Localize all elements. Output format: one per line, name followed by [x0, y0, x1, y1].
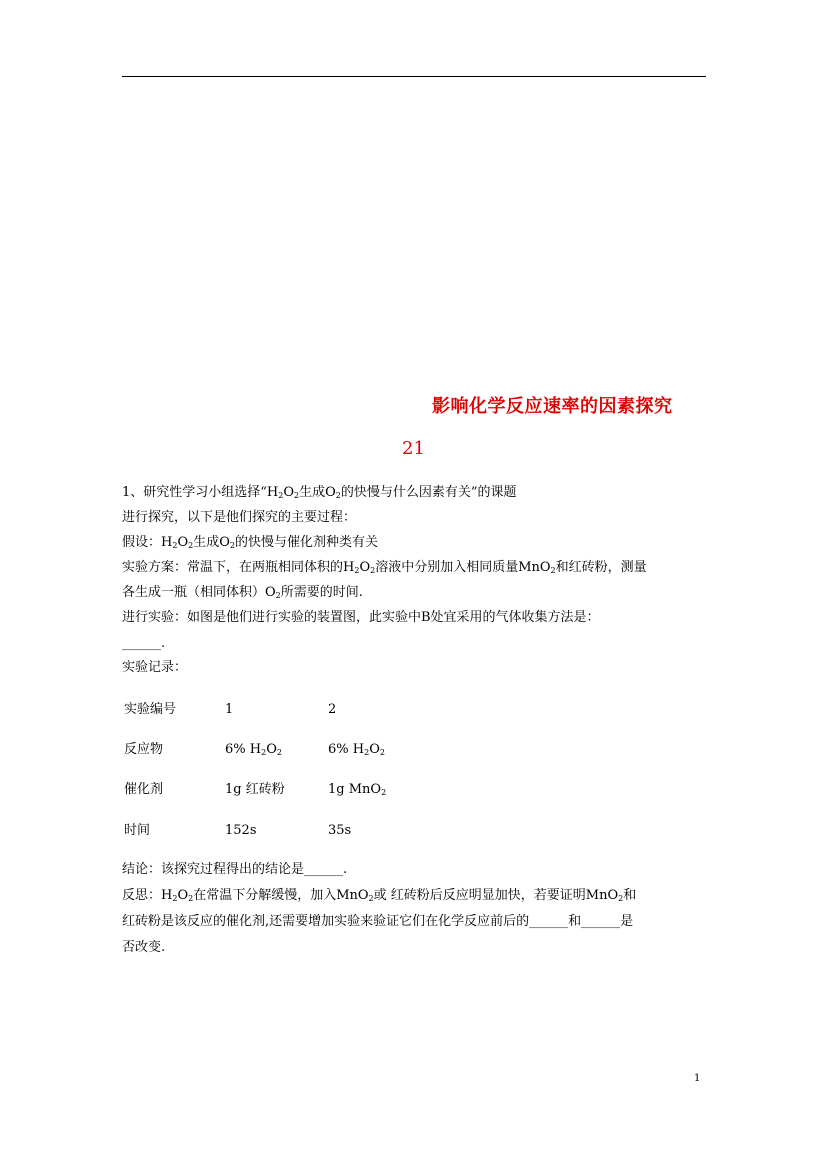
table-cell: 152s	[225, 823, 257, 838]
document-title: 影响化学反应速率的因素探究	[432, 396, 673, 417]
table-cell: 6% $H_2O_2$	[328, 742, 385, 757]
question-line-3: 假设：$H_2O_2$生成$O_2$的快慢与催化剂种类有关	[122, 535, 378, 550]
table-row-label: 催化剂	[124, 782, 164, 797]
question-blank-line: ______.	[122, 636, 166, 651]
experiment-record-label: 实验记录：	[122, 660, 188, 675]
table-cell: 35s	[328, 823, 352, 838]
table-row-label: 反应物	[124, 742, 164, 757]
table-row-label: 时间	[124, 823, 151, 838]
table-row-label: 实验编号	[124, 702, 177, 717]
conclusion-line-4: 否改变.	[122, 940, 166, 955]
table-cell: 1g MnO$_2$	[328, 782, 387, 797]
conclusion-line-2: 反思：$H_2O_2$在常温下分解缓慢，加入MnO$_2$或 红砖粉后反应明显加快，若要证明MnO$_2$和	[122, 888, 637, 903]
conclusion-line-1: 结论：该探究过程得出的结论是______.	[122, 862, 348, 877]
table-cell: 1	[225, 702, 234, 717]
question-line-5: 各生成一瓶（相同体积）$O_2$所需要的时间.	[122, 585, 363, 600]
header-rule	[122, 76, 706, 77]
question-line-1: 1、研究性学习小组选择“$H_2O_2$生成$O_2$的快慢与什么因素有关”的课题	[122, 485, 517, 500]
table-cell: 2	[328, 702, 337, 717]
table-cell: 1g 红砖粉	[225, 782, 285, 797]
document-number: 21	[402, 438, 425, 459]
question-line-6: 进行实验：如图是他们进行实验的装置图，此实验中B处宜采用的气体收集方法是：	[122, 610, 600, 625]
question-line-2: 进行探究，以下是他们探究的主要过程：	[122, 510, 357, 525]
question-line-4: 实验方案：常温下，在两瓶相同体积的$H_2O_2$溶液中分别加入相同质量MnO$_2$和红砖粉，测量	[122, 560, 647, 575]
page-number: 1	[694, 1073, 701, 1084]
table-cell: 6% $H_2O_2$	[225, 742, 282, 757]
conclusion-line-3: 红砖粉是该反应的催化剂,还需要增加实验来验证它们在化学反应前后的______和______是	[122, 914, 634, 929]
